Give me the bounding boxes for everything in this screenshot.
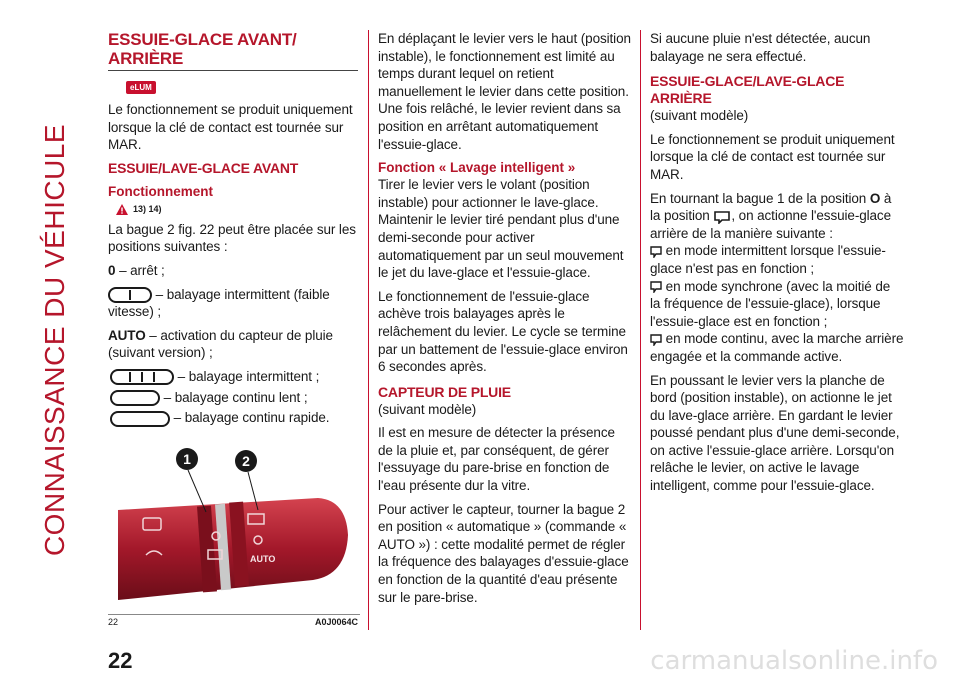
col2-p1: En déplaçant le levier vers le haut (position instable), le fonctionnement est limité au temps durant lequel on retient manuellement le levier dans cette position. Une fois relâché, le levier revient dans sa position en arrêtant automatiquement l'essuie-glace. bbox=[378, 31, 631, 152]
wiper-lever-figure bbox=[108, 440, 358, 630]
col3-p1: Si aucune pluie n'est détectée, aucun balayage ne sera effectué. bbox=[650, 31, 871, 64]
figure-auto-label: AUTO bbox=[250, 554, 276, 564]
list-item-text: en mode continu, avec la marche arrière engagée et la commande active. bbox=[650, 331, 904, 364]
title-underline bbox=[108, 70, 358, 71]
rear-wiper-icon bbox=[713, 210, 731, 224]
list-item bbox=[650, 242, 904, 277]
figure-number: 22 bbox=[108, 617, 119, 627]
rear-wiper-small-icon bbox=[650, 334, 662, 346]
site-watermark: carmanualsonline.info bbox=[650, 646, 938, 676]
pos-rain1-text: – balayage intermittent ; bbox=[177, 368, 320, 384]
column-1 bbox=[108, 30, 358, 427]
intermittent-wiper-icon bbox=[108, 287, 152, 303]
col3-p3-mid: à la position bbox=[650, 190, 892, 224]
section-title-line2: ARRIÈRE bbox=[108, 49, 184, 68]
list-item-text: en mode intermittent lorsque l'essuie-glace n'est pas en fonction ; bbox=[650, 243, 886, 276]
section-title-line1: ESSUIE-GLACE AVANT/ bbox=[108, 30, 297, 49]
heading-capteur-pluie: CAPTEUR DE PLUIE bbox=[378, 383, 511, 400]
list-item-text: en mode synchrone (avec la moitié de la fréquence de l'essuie-glace), lorsque l'essuie-glace est en fonction ; bbox=[650, 278, 891, 329]
figure-caption-rule bbox=[108, 614, 360, 615]
intro-text: Le fonctionnement se produit uniquement lorsque la clé de contact est tournée sur MAR. bbox=[108, 102, 353, 153]
arriere-subtitle: (suivant modèle) bbox=[650, 108, 749, 124]
col2-p2: Tirer le levier vers le volant (position instable) pour actionner le lave-glace. Maintenir le levier tiré pendant plus d'une demi-seconde pour activer automatiquement par un seul mouvement le jet du lave-glace et l'essuie-glace. bbox=[378, 177, 624, 281]
heading-lavage-intelligent: Fonction « Lavage intelligent » bbox=[378, 160, 576, 176]
pos-int-text: – balayage intermittent (faible vitesse) ; bbox=[108, 286, 330, 320]
figure-callout-2: 2 bbox=[242, 453, 250, 469]
pos-auto-key: AUTO bbox=[108, 327, 146, 343]
warning-row bbox=[116, 204, 358, 215]
capteur-subtitle: (suivant modèle) bbox=[378, 401, 477, 417]
pos-rain2-text: – balayage continu lent ; bbox=[163, 389, 308, 405]
pos-rain3-text: – balayage continu rapide. bbox=[173, 410, 330, 426]
page-number: 22 bbox=[108, 648, 133, 673]
rear-wiper-small-icon bbox=[650, 246, 662, 258]
heading-essuie-arriere: ESSUIE-GLACE/LAVE-GLACE ARRIÈRE bbox=[650, 73, 845, 107]
position-o-key: O bbox=[869, 190, 881, 206]
continuous-fast-icon bbox=[110, 411, 170, 427]
figure-code: A0J0064C bbox=[314, 617, 358, 627]
elum-badge: eLUM bbox=[126, 81, 156, 94]
continuous-slow-icon bbox=[110, 390, 160, 406]
warning-refs: 13) 14) bbox=[133, 204, 162, 215]
column-3 bbox=[650, 30, 904, 495]
warning-triangle-icon bbox=[116, 204, 128, 215]
col3-p4: En poussant le levier vers la planche de bord (position instable), on actionne le jet du lave-glace arrière. En gardant le levier poussé pendant plus d'une demi-seconde, on active l'essuie-glace arrière. Lorsqu'on relâche le levier, on active le lavage intelligent, comme pour l'essuie-glace. bbox=[650, 372, 900, 494]
pos-0-key: 0 bbox=[108, 262, 116, 278]
column-divider bbox=[368, 30, 369, 630]
bague-text: La bague 2 fig. 22 peut être placée sur les positions suivantes : bbox=[108, 221, 356, 255]
figure-caption bbox=[108, 617, 358, 627]
col2-p3: Le fonctionnement de l'essuie-glace achève trois balayages après le relâchement du levier. Le cycle se termine par un battement de l'essuie-glace environ 6 secondes après. bbox=[378, 288, 628, 375]
col2-p5: Pour activer le capteur, tourner la bague 2 en position « automatique » (commande « AUTO ») : cette modalité permet de régler la fréquence des balayages d'essuie-glace en fonction de la quantité d'eau présente sur le pare-brise. bbox=[378, 501, 629, 605]
rain-intermittent-icon bbox=[110, 369, 174, 385]
rear-wiper-small-icon bbox=[650, 281, 662, 293]
heading-fonctionnement: Fonctionnement bbox=[108, 183, 213, 199]
column-divider bbox=[640, 30, 641, 630]
pos-auto-text: – activation du capteur de pluie (suivant version) ; bbox=[108, 327, 333, 361]
list-item bbox=[650, 278, 904, 331]
heading-essuie-avant: ESSUIE/LAVE-GLACE AVANT bbox=[108, 159, 299, 176]
figure-callout-1: 1 bbox=[183, 451, 191, 467]
col3-p3-end: , on actionne l'essuie-glace arrière de la manière suivante : bbox=[650, 208, 891, 241]
col3-p3-start: En tournant la bague 1 de la position bbox=[650, 190, 870, 206]
col2-p4: Il est en mesure de détecter la présence de la pluie et, par conséquent, de gérer l'essuyage du pare-brise en fonction de l'eau présente dur la vitre. bbox=[378, 425, 615, 494]
col3-p2: Le fonctionnement se produit uniquement lorsque la clé de contact est tournée sur MAR. bbox=[650, 131, 895, 182]
col3-p3 bbox=[650, 190, 904, 243]
pos-0-text: – arrêt ; bbox=[115, 262, 165, 278]
section-side-title: CONNAISSANCE DU VÉHICULE bbox=[39, 123, 70, 557]
wiper-lever-illustration bbox=[108, 440, 358, 612]
column-2 bbox=[378, 30, 632, 606]
list-item bbox=[650, 330, 904, 365]
